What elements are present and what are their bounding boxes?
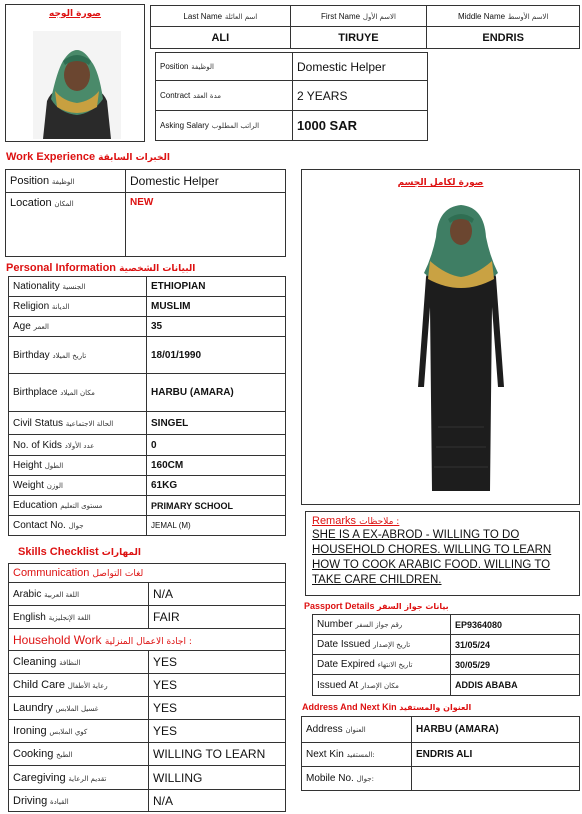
middle-name-value: ENDRIS [427, 27, 580, 49]
passport-title: Passport Details بيانات جواز السفر [304, 601, 449, 611]
last-name-value: ALI [151, 27, 291, 49]
last-name-header: Last Name اسم العائلة [151, 6, 291, 27]
skill-row: Cooking الطبخ WILLING TO LEARN [9, 743, 286, 766]
face-photo-title: صورة الوجه [48, 9, 102, 19]
we-location-value: NEW [126, 193, 286, 257]
address-title: Address And Next Kin العنوان والمستفيد [302, 702, 472, 712]
skill-row: Cleaning النظافة YES [9, 651, 286, 674]
first-name-header: First Name الاسم الأول [290, 6, 427, 27]
address-row: Address العنوان HARBU (AMARA) [302, 717, 580, 743]
personal-row: Civil Status الحالة الاجتماعية SINGEL [9, 412, 286, 435]
personal-row: Religion الديانة MUSLIM [9, 297, 286, 317]
address-row: Mobile No. جوال: [302, 767, 580, 791]
personal-row: Birthday تاريخ الميلاد 18/01/1990 [9, 337, 286, 374]
skill-row: Laundry غسيل الملابس YES [9, 697, 286, 720]
skills-table [8, 563, 286, 812]
personal-row: Contact No. جوال JEMAL (M) [9, 516, 286, 536]
contract-value: 2 YEARS [293, 81, 428, 111]
address-row: Next Kin المستفيد: ENDRIS ALI [302, 743, 580, 767]
full-photo-box [301, 169, 580, 505]
we-position-label: Position الوظيفة [6, 170, 126, 193]
face-photo [33, 31, 121, 139]
personal-row: Birthplace مكان الميلاد HARBU (AMARA) [9, 374, 286, 412]
work-experience-title: Work Experience الخبرات السابقة [6, 151, 170, 163]
skills-title: Skills Checklist المهارات [18, 546, 141, 558]
personal-row: Nationality الجنسية ETHIOPIAN [9, 277, 286, 297]
personal-row: Height الطول 160CM [9, 456, 286, 476]
job-table [155, 52, 428, 141]
remarks-title: Remarks ملاحظات : [312, 515, 400, 527]
face-photo-box [5, 4, 145, 142]
language-row: English اللغة الإنجليزية FAIR [9, 606, 286, 629]
household-header: Household Work اجادة الاعمال المنزلية : [9, 629, 286, 651]
contract-label: Contract مدة العقد [156, 81, 293, 111]
salary-value: 1000 SAR [293, 111, 428, 141]
remarks-box [305, 511, 580, 596]
full-photo-title: صورة لكامل الجسم [397, 178, 484, 188]
remarks-text: SHE IS A EX-ABROD - WILLING TO DO HOUSEHOLD CHORES. WILLING TO LEARN HOW TO COOK ARABIC FOOD. WILLING TO TAKE CARE CHILDREN. [312, 529, 552, 586]
passport-row: Number رقم جواز السفر EP9364080 [313, 615, 580, 635]
personal-row: No. of Kids عدد الأولاد 0 [9, 435, 286, 456]
personal-row: Weight الوزن 61KG [9, 476, 286, 496]
skill-row: Ironing كوي الملابس YES [9, 720, 286, 743]
name-table [150, 5, 580, 49]
passport-table [312, 614, 580, 696]
middle-name-header: Middle Name الاسم الأوسط [427, 6, 580, 27]
personal-row: Age العمر 35 [9, 317, 286, 337]
skill-row: Child Care رعاية الأطفال YES [9, 674, 286, 697]
work-experience-table [5, 169, 286, 257]
language-row: Arabic اللغة العربية N/A [9, 583, 286, 606]
personal-info-title: Personal Information البيانات الشخصية [6, 262, 196, 274]
personal-info-table [8, 276, 286, 536]
full-body-photo [386, 197, 536, 497]
communication-header: Communication لغات التواصل [9, 564, 286, 583]
position-value: Domestic Helper [293, 53, 428, 81]
passport-row: Date Issued تاريخ الإصدار 31/05/24 [313, 635, 580, 655]
salary-label: Asking Salary الراتب المطلوب [156, 111, 293, 141]
first-name-value: TIRUYE [290, 27, 427, 49]
personal-row: Education مستوى التعليم PRIMARY SCHOOL [9, 496, 286, 516]
position-label: Position الوظيفة [156, 53, 293, 81]
skill-row: Driving القيادة N/A [9, 790, 286, 812]
skill-row: Caregiving تقديم الرعاية WILLING [9, 766, 286, 790]
we-location-label: Location المكان [6, 193, 126, 257]
we-position-value: Domestic Helper [126, 170, 286, 193]
passport-row: Issued At مكان الإصدار ADDIS ABABA [313, 675, 580, 696]
passport-row: Date Expired تاريخ الانتهاء 30/05/29 [313, 655, 580, 675]
address-table [301, 716, 580, 791]
